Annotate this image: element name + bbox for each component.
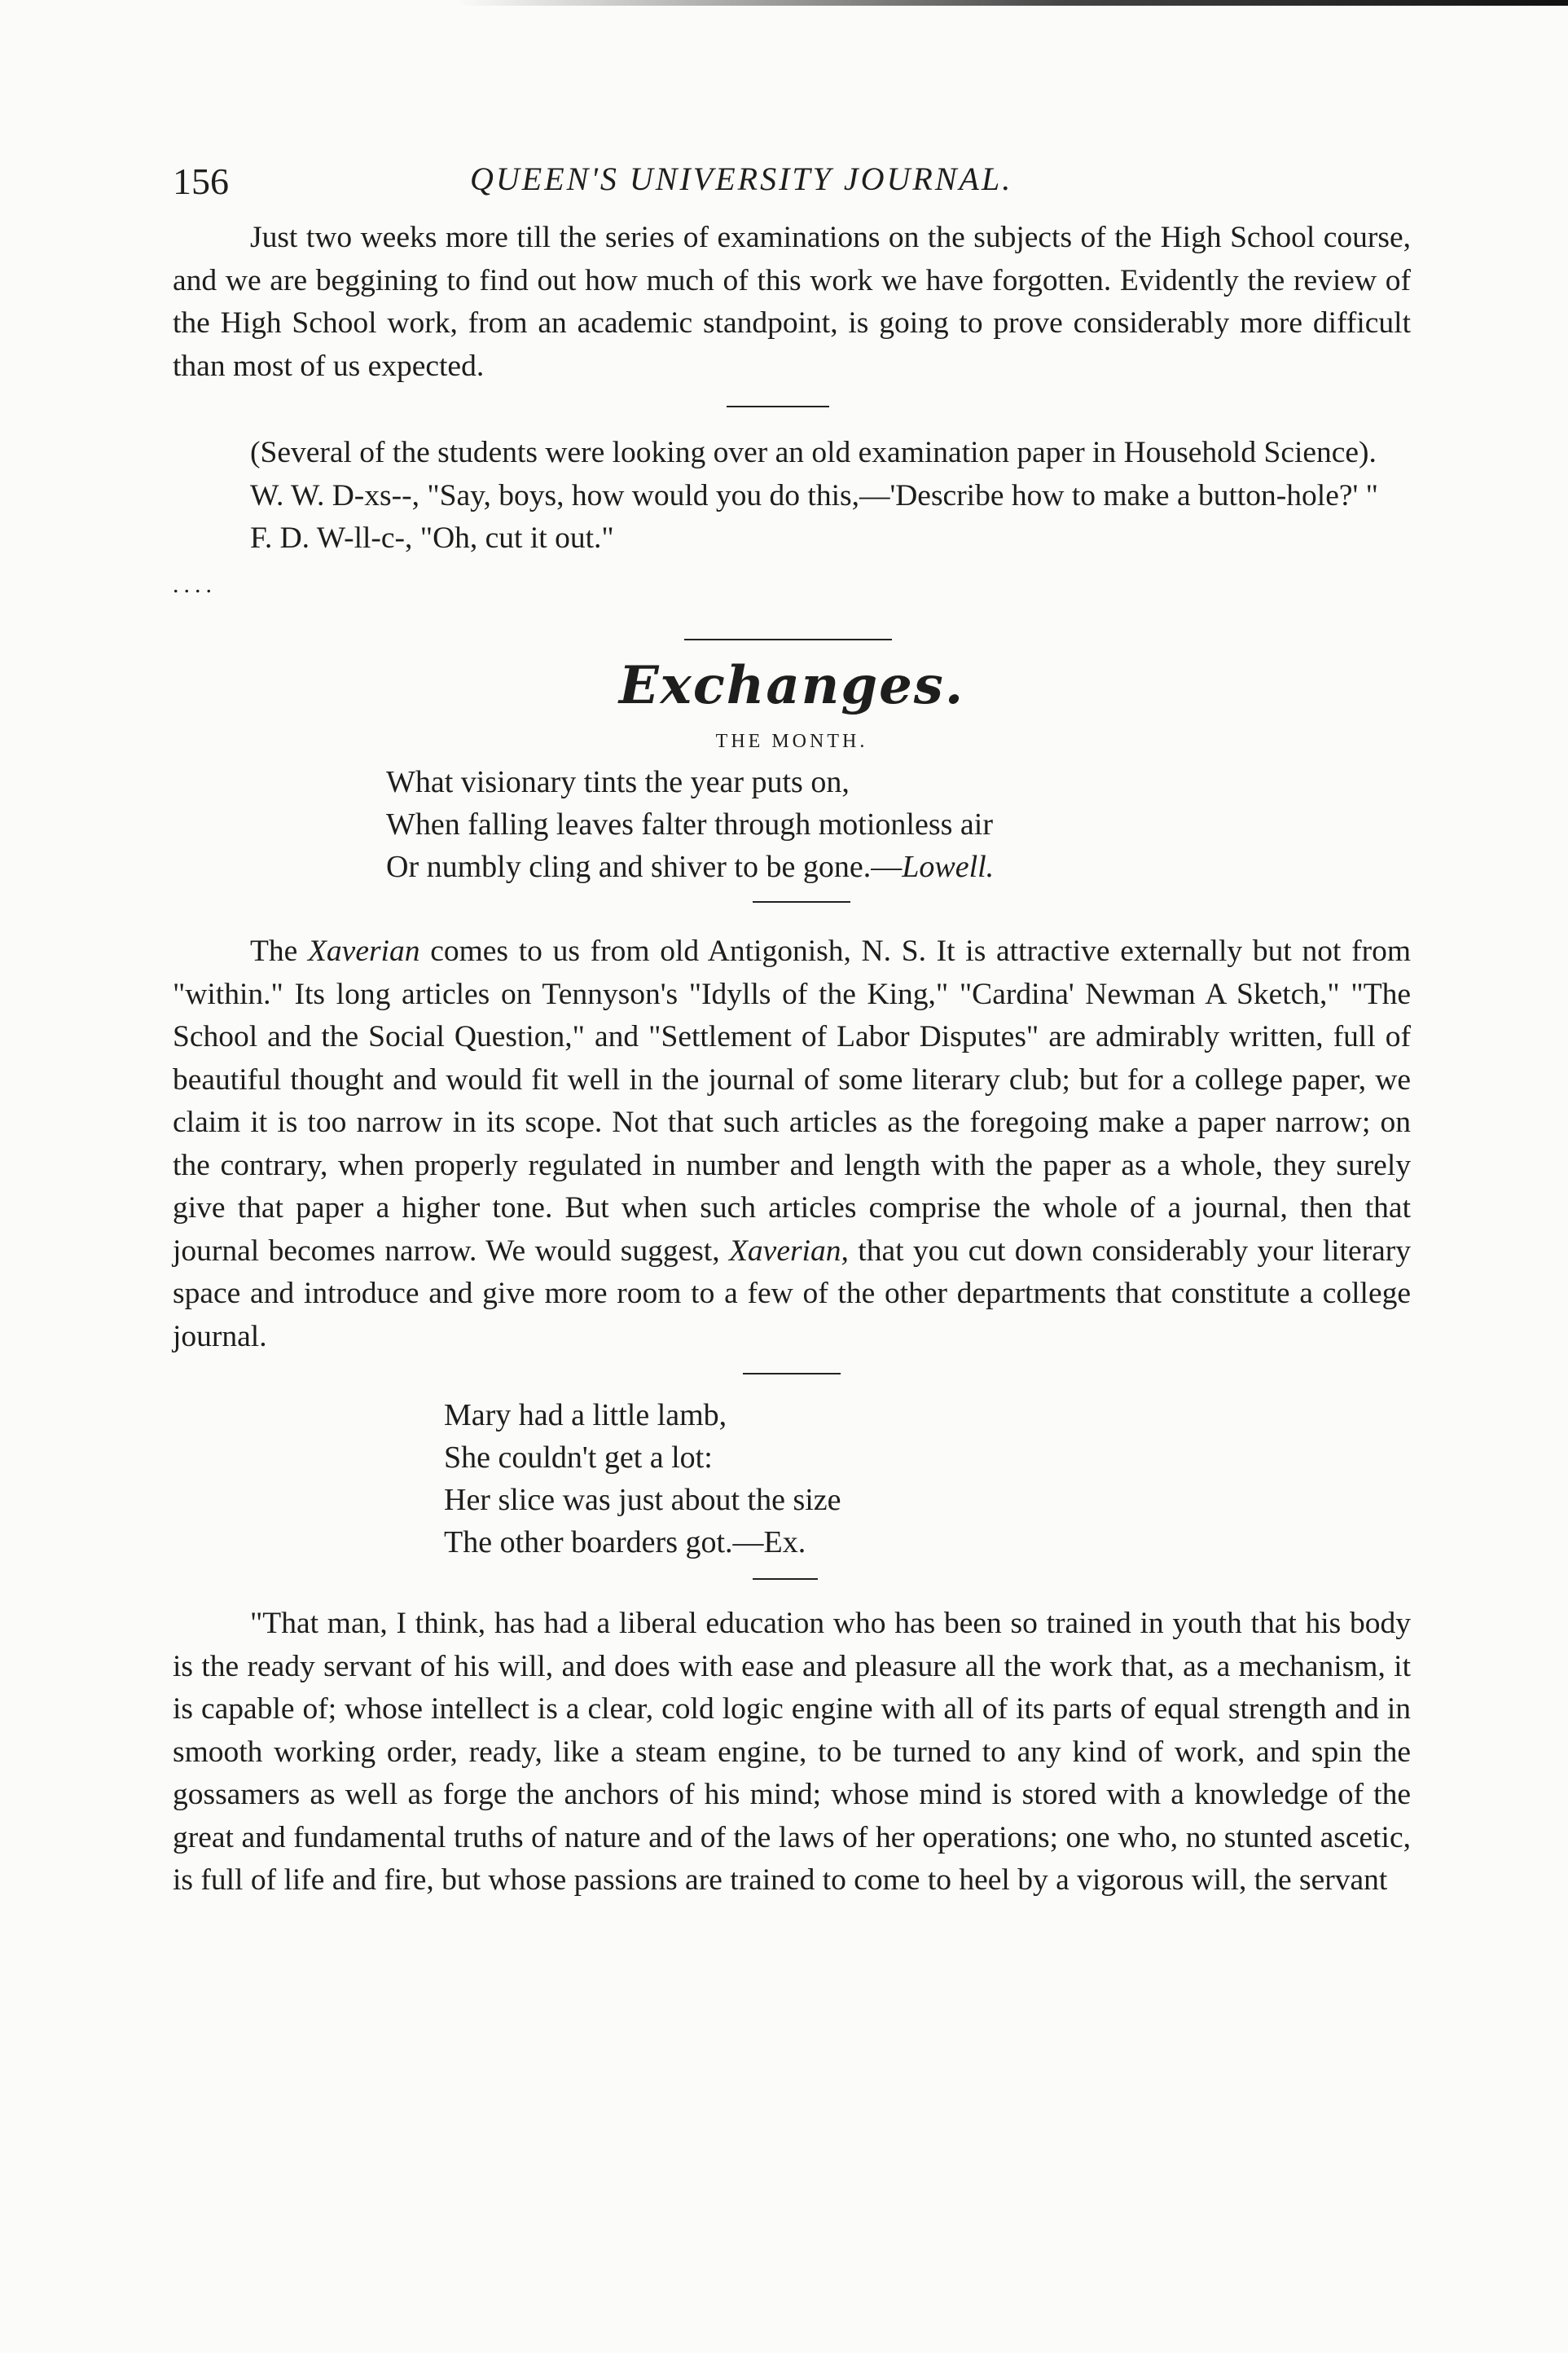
poem-block [386,761,1411,888]
intro-paragraph: Just two weeks more till the series of examinations on the subjects of the High School course, and we are beggining to find out how much of this work we have forgotten. Evidently the review of the High School work, from an academic standpoint, is going to prove considerably more difficult than most of us expected. [173,221,1411,383]
poem-line: Her slice was just about the size [444,1483,841,1517]
poem-line: What visionary tints the year puts on, [386,765,850,799]
section-divider [753,1578,818,1580]
journal-page [173,160,1411,1902]
section-divider [727,406,829,407]
section-divider [743,1373,841,1374]
poem-line: When falling leaves falter through motionless air [386,807,993,842]
poem-line: Mary had a little lamb, [444,1398,727,1432]
poem-block [444,1394,1411,1564]
anecdote-line: F. D. W-ll-c-, "Oh, cut it out." [250,521,614,555]
poem-line: Or numbly cling and shiver to be gone.—Lowell. [386,850,995,884]
journal-name: Xaverian [308,935,420,968]
section-heading: Exchanges. [618,655,965,716]
anecdote-line: W. W. D-xs--, "Say, boys, how would you do this,—'Describe how to make a button-hole?' " [250,478,1378,512]
page-number: 156 [173,161,229,202]
poem-line: The other boarders got.—Ex. [444,1525,806,1559]
quote-paragraph: "That man, I think, has had a liberal education who has been so trained in youth that his body is the ready servant of his will, and does with ease and pleasure all the work that, as a mechanism, it is capable of; whose intellect is a clear, cold logic engine with all of its parts of equal strength and in smooth working order, ready, like a steam engine, to be turned to any kind of work, and spin the gossamers as well as forge the anchors of his mind; whose mind is stored with a knowledge of the great and fundamental truths of nature and of the laws of her operations; one who, no stunted ascetic, is full of life and fire, but whose passions are trained to come to heel by a vigorous will, the servant [173,1607,1411,1897]
poem-attribution: Lowell. [902,850,995,884]
journal-name: Xaverian, [729,1234,849,1268]
anecdote-setup: (Several of the students were looking over an old examination paper in Household Science). [250,436,1377,469]
ellipsis-dots: .... [173,570,217,598]
section-divider [684,639,892,640]
xaverian-paragraph: The Xaverian comes to us from old Antigonish, N. S. It is attractive externally but not from "within." Its long articles on Tennyson's "Idylls of the King," "Cardina' Newman A Sketch," "The School and the Social Question," and "Settlement of Labor Disputes" are admirably written, full of beautiful thought and would fit well in the journal of some literary club; but for a college paper, we claim it is too narrow in its scope. Not that such articles as the foregoing make a paper narrow; on the contrary, when properly regulated in number and length with the paper as a whole, they surely give that paper a higher tone. But when such articles comprise the whole of a journal, then that journal becomes narrow. We would suggest, Xaverian, that you cut down considerably your literary space and introduce and give more room to a few of the other departments that constitute a college journal. [173,935,1411,1353]
running-title: QUEEN'S UNIVERSITY JOURNAL. [470,161,1013,197]
top-edge-rule [456,0,1568,6]
page-header [173,160,1411,217]
section-divider [753,901,850,903]
poem-line: She couldn't get a lot: [444,1440,713,1475]
poem-title: THE MONTH. [715,731,868,752]
